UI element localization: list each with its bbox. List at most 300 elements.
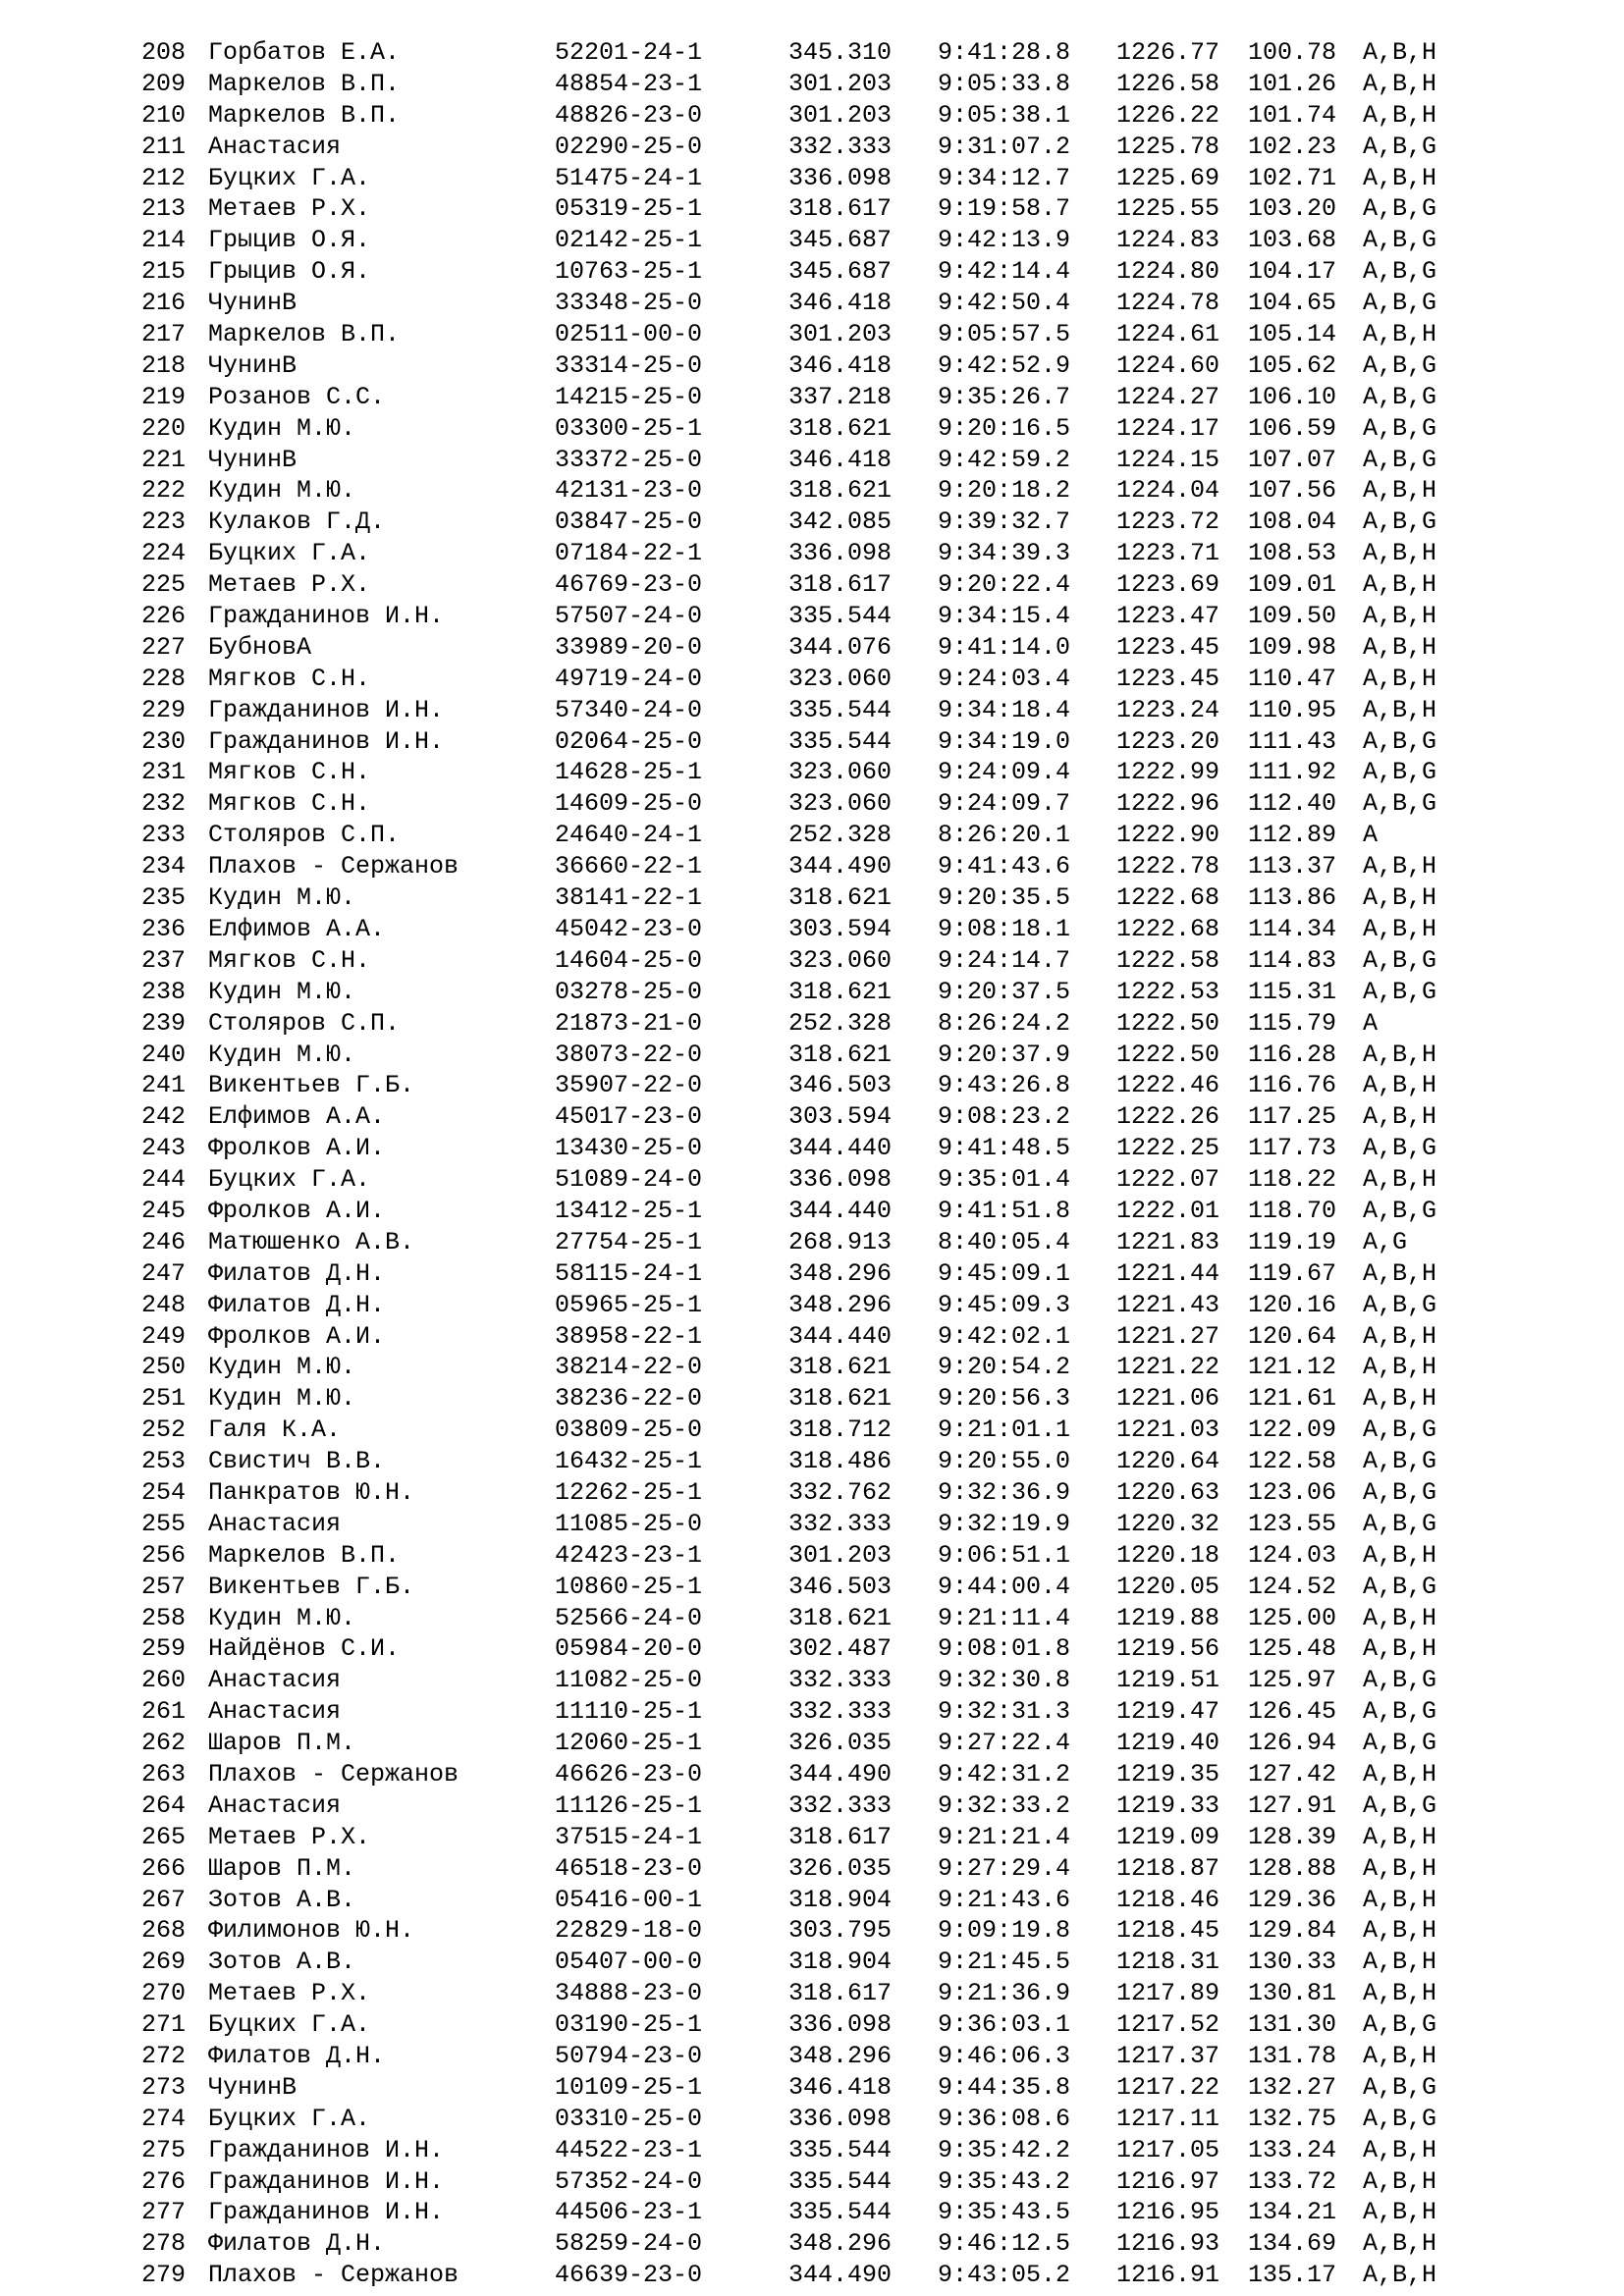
distance-cell: 318.617 [788,570,893,600]
coefficient-cell: 117.25 [1248,1102,1337,1132]
place-cell: 228 [141,664,187,693]
ring-number-cell: 07184-22-1 [555,539,703,568]
coefficient-cell: 116.76 [1248,1071,1337,1100]
place-cell: 209 [141,69,187,98]
place-cell: 254 [141,1477,187,1507]
flight-time-cell: 8:26:24.2 [938,1008,1071,1038]
fancier-name-cell: Гражданинов И.Н. [208,2135,445,2164]
ring-number-cell: 46518-23-0 [555,1853,703,1883]
ring-number-cell: 10109-25-1 [555,2072,703,2102]
fancier-name-cell: Метаев Р.Х. [208,1822,371,1851]
coefficient-cell: 106.59 [1248,413,1337,443]
table-row [141,1477,1536,1509]
flight-time-cell: 9:43:26.8 [938,1071,1071,1100]
distance-cell: 318.621 [788,476,893,506]
table-row [141,37,1536,69]
table-row [141,1853,1536,1885]
ring-number-cell: 36660-22-1 [555,852,703,881]
fancier-name-cell: Гражданинов И.Н. [208,2166,445,2196]
fancier-name-cell: Елфимов А.А. [208,1102,386,1132]
fancier-name-cell: Кудин М.Ю. [208,1353,356,1382]
flight-time-cell: 9:41:14.0 [938,632,1071,662]
speed-cell: 1222.96 [1116,789,1220,819]
speed-cell: 1222.07 [1116,1165,1220,1195]
fancier-name-cell: Гражданинов И.Н. [208,2198,445,2227]
coefficient-cell: 116.28 [1248,1040,1337,1069]
ring-number-cell: 44522-23-1 [555,2135,703,2164]
speed-cell: 1225.78 [1116,132,1220,161]
flight-time-cell: 9:21:21.4 [938,1822,1071,1851]
place-cell: 275 [141,2135,187,2164]
coefficient-cell: 119.67 [1248,1258,1337,1288]
coefficient-cell: 112.40 [1248,789,1337,819]
coefficient-cell: 122.09 [1248,1415,1337,1445]
distance-cell: 346.418 [788,289,893,318]
fancier-name-cell: Маркелов В.П. [208,320,401,349]
competition-class-cell: A,B,G [1363,2072,1437,2102]
distance-cell: 303.594 [788,1102,893,1132]
flight-time-cell: 9:45:09.1 [938,1258,1071,1288]
fancier-name-cell: Фролков А.И. [208,1134,386,1163]
fancier-name-cell: Зотов А.В. [208,1948,356,1977]
competition-class-cell: A,B,H [1363,1979,1437,2008]
competition-class-cell: A,B,H [1363,1634,1437,1664]
competition-class-cell: A,B,H [1363,664,1437,693]
distance-cell: 344.076 [788,632,893,662]
place-cell: 233 [141,821,187,850]
distance-cell: 318.621 [788,977,893,1006]
competition-class-cell: A,B,H [1363,695,1437,724]
table-row [141,914,1536,945]
place-cell: 211 [141,132,187,161]
flight-time-cell: 9:20:16.5 [938,413,1071,443]
coefficient-cell: 115.79 [1248,1008,1337,1038]
ring-number-cell: 46769-23-0 [555,570,703,600]
ring-number-cell: 33989-20-0 [555,632,703,662]
fancier-name-cell: Кудин М.Ю. [208,1603,356,1632]
distance-cell: 336.098 [788,2104,893,2133]
place-cell: 219 [141,382,187,411]
competition-class-cell: A,B,H [1363,1948,1437,1977]
ring-number-cell: 12060-25-1 [555,1729,703,1758]
table-row [141,1040,1536,1071]
ring-number-cell: 38236-22-0 [555,1384,703,1414]
competition-class-cell: A,B,H [1363,570,1437,600]
distance-cell: 332.333 [788,1790,893,1820]
competition-class-cell: A,B,G [1363,1666,1437,1695]
flight-time-cell: 9:20:22.4 [938,570,1071,600]
competition-class-cell: A,B,G [1363,1134,1437,1163]
ring-number-cell: 14609-25-0 [555,789,703,819]
distance-cell: 332.333 [788,1697,893,1727]
ring-number-cell: 34888-23-0 [555,1979,703,2008]
place-cell: 240 [141,1040,187,1069]
coefficient-cell: 120.16 [1248,1290,1337,1319]
coefficient-cell: 124.52 [1248,1572,1337,1601]
speed-cell: 1221.03 [1116,1415,1220,1445]
table-row [141,193,1536,225]
table-row [141,2135,1536,2166]
ring-number-cell: 38141-22-1 [555,883,703,913]
speed-cell: 1221.83 [1116,1227,1220,1256]
competition-class-cell: A,B,H [1363,914,1437,943]
ring-number-cell: 11110-25-1 [555,1697,703,1727]
table-row [141,1665,1536,1696]
ring-number-cell: 05319-25-1 [555,194,703,224]
coefficient-cell: 112.89 [1248,821,1337,850]
distance-cell: 344.490 [788,2261,893,2290]
fancier-name-cell: Филатов Д.Н. [208,1258,386,1288]
ring-number-cell: 22829-18-0 [555,1916,703,1946]
table-row [141,100,1536,132]
table-row [141,1633,1536,1665]
distance-cell: 318.621 [788,1353,893,1382]
table-row [141,2104,1536,2135]
flight-time-cell: 9:46:06.3 [938,2042,1071,2070]
place-cell: 224 [141,539,187,568]
place-cell: 267 [141,1885,187,1914]
speed-cell: 1222.68 [1116,914,1220,943]
speed-cell: 1223.45 [1116,632,1220,662]
competition-class-cell: A,B,G [1363,132,1437,161]
fancier-name-cell: Плахов - Сержанов [208,2261,460,2290]
table-row [141,1008,1536,1040]
competition-class-cell: A,B,G [1363,1572,1437,1601]
coefficient-cell: 126.45 [1248,1697,1337,1727]
coefficient-cell: 102.23 [1248,132,1337,161]
coefficient-cell: 103.20 [1248,194,1337,224]
distance-cell: 303.795 [788,1916,893,1946]
flight-time-cell: 9:20:37.9 [938,1040,1071,1069]
coefficient-cell: 119.19 [1248,1227,1337,1256]
distance-cell: 335.544 [788,602,893,631]
speed-cell: 1221.27 [1116,1321,1220,1351]
coefficient-cell: 118.70 [1248,1196,1337,1225]
fancier-name-cell: Грыцив О.Я. [208,257,371,287]
flight-time-cell: 9:41:43.6 [938,852,1071,881]
ring-number-cell: 05407-00-0 [555,1948,703,1977]
speed-cell: 1222.25 [1116,1134,1220,1163]
flight-time-cell: 9:32:31.3 [938,1697,1071,1727]
coefficient-cell: 128.88 [1248,1853,1337,1883]
table-row [141,2009,1536,2041]
competition-class-cell: A,B,G [1363,1290,1437,1319]
fancier-name-cell: Викентьев Г.Б. [208,1572,415,1601]
place-cell: 260 [141,1666,187,1695]
place-cell: 214 [141,226,187,255]
ring-number-cell: 57352-24-0 [555,2166,703,2196]
flight-time-cell: 9:36:08.6 [938,2104,1071,2133]
distance-cell: 318.486 [788,1447,893,1476]
place-cell: 265 [141,1822,187,1851]
table-row [141,1509,1536,1540]
coefficient-cell: 129.84 [1248,1916,1337,1946]
coefficient-cell: 111.92 [1248,758,1337,787]
coefficient-cell: 128.39 [1248,1822,1337,1851]
table-row [141,882,1536,914]
flight-time-cell: 9:42:31.2 [938,1759,1071,1789]
flight-time-cell: 9:20:37.5 [938,977,1071,1006]
competition-class-cell: A,B,G [1363,194,1437,224]
competition-class-cell: A,B,G [1363,1477,1437,1507]
speed-cell: 1216.97 [1116,2166,1220,2196]
fancier-name-cell: Маркелов В.П. [208,100,401,130]
coefficient-cell: 120.64 [1248,1321,1337,1351]
distance-cell: 336.098 [788,1165,893,1195]
fancier-name-cell: Грыцив О.Я. [208,226,371,255]
ring-number-cell: 33348-25-0 [555,289,703,318]
distance-cell: 335.544 [788,2198,893,2227]
ring-number-cell: 03278-25-0 [555,977,703,1006]
ring-number-cell: 02511-00-0 [555,320,703,349]
competition-class-cell: A,B,G [1363,945,1437,975]
speed-cell: 1226.77 [1116,38,1220,67]
distance-cell: 323.060 [788,758,893,787]
competition-class-cell: A,B,H [1363,1853,1437,1883]
place-cell: 210 [141,100,187,130]
results-table [141,37,1536,2291]
speed-cell: 1217.05 [1116,2135,1220,2164]
fancier-name-cell: Анастасия [208,132,342,161]
distance-cell: 323.060 [788,789,893,819]
distance-cell: 326.035 [788,1853,893,1883]
ring-number-cell: 33372-25-0 [555,445,703,474]
ring-number-cell: 58259-24-0 [555,2229,703,2259]
ring-number-cell: 11085-25-0 [555,1509,703,1538]
ring-number-cell: 13412-25-1 [555,1196,703,1225]
table-row [141,1947,1536,1978]
competition-class-cell: A,B,G [1363,789,1437,819]
competition-class-cell: A,B,H [1363,2229,1437,2259]
coefficient-cell: 134.69 [1248,2229,1337,2259]
distance-cell: 348.296 [788,2229,893,2259]
table-row [141,2197,1536,2228]
coefficient-cell: 104.65 [1248,289,1337,318]
distance-cell: 318.621 [788,1040,893,1069]
flight-time-cell: 9:34:19.0 [938,726,1071,756]
table-row [141,1572,1536,1603]
flight-time-cell: 9:35:43.2 [938,2166,1071,2196]
place-cell: 248 [141,1290,187,1319]
ring-number-cell: 14604-25-0 [555,945,703,975]
table-row [141,695,1536,726]
fancier-name-cell: Метаев Р.Х. [208,1979,371,2008]
ring-number-cell: 33314-25-0 [555,350,703,380]
speed-cell: 1224.83 [1116,226,1220,255]
distance-cell: 345.687 [788,257,893,287]
distance-cell: 335.544 [788,695,893,724]
speed-cell: 1221.06 [1116,1384,1220,1414]
flight-time-cell: 9:34:39.3 [938,539,1071,568]
table-row [141,1885,1536,1916]
distance-cell: 318.617 [788,194,893,224]
fancier-name-cell: Кудин М.Ю. [208,977,356,1006]
table-row [141,1978,1536,2009]
place-cell: 272 [141,2042,187,2070]
ring-number-cell: 10860-25-1 [555,1572,703,1601]
coefficient-cell: 122.58 [1248,1447,1337,1476]
ring-number-cell: 14215-25-0 [555,382,703,411]
competition-class-cell: A,B,H [1363,1759,1437,1789]
speed-cell: 1219.88 [1116,1603,1220,1632]
speed-cell: 1219.56 [1116,1634,1220,1664]
competition-class-cell: A,B,G [1363,977,1437,1006]
distance-cell: 301.203 [788,1540,893,1570]
fancier-name-cell: Буцких Г.А. [208,163,371,192]
flight-time-cell: 9:34:18.4 [938,695,1071,724]
coefficient-cell: 101.74 [1248,100,1337,130]
coefficient-cell: 105.62 [1248,350,1337,380]
flight-time-cell: 9:21:36.9 [938,1979,1071,2008]
place-cell: 218 [141,350,187,380]
speed-cell: 1220.63 [1116,1477,1220,1507]
competition-class-cell: A,B,G [1363,2010,1437,2040]
fancier-name-cell: Кудин М.Ю. [208,1040,356,1069]
place-cell: 234 [141,852,187,881]
place-cell: 249 [141,1321,187,1351]
distance-cell: 346.418 [788,445,893,474]
table-row [141,288,1536,319]
table-row [141,664,1536,695]
distance-cell: 268.913 [788,1227,893,1256]
fancier-name-cell: Зотов А.В. [208,1885,356,1914]
distance-cell: 252.328 [788,821,893,850]
ring-number-cell: 50794-23-0 [555,2042,703,2070]
fancier-name-cell: Метаев Р.Х. [208,570,371,600]
place-cell: 255 [141,1509,187,1538]
ring-number-cell: 14628-25-1 [555,758,703,787]
speed-cell: 1218.45 [1116,1916,1220,1946]
ring-number-cell: 38958-22-1 [555,1321,703,1351]
flight-time-cell: 9:24:09.7 [938,789,1071,819]
place-cell: 261 [141,1697,187,1727]
competition-class-cell: A,B,H [1363,1885,1437,1914]
ring-number-cell: 49719-24-0 [555,664,703,693]
competition-class-cell: A,B,H [1363,2166,1437,2196]
speed-cell: 1222.46 [1116,1071,1220,1100]
ring-number-cell: 45017-23-0 [555,1102,703,1132]
place-cell: 273 [141,2072,187,2102]
table-row [141,1540,1536,1572]
place-cell: 252 [141,1415,187,1445]
flight-time-cell: 9:34:15.4 [938,602,1071,631]
speed-cell: 1219.51 [1116,1666,1220,1695]
flight-time-cell: 8:26:20.1 [938,821,1071,850]
ring-number-cell: 11082-25-0 [555,1666,703,1695]
table-row [141,2041,1536,2072]
place-cell: 263 [141,1759,187,1789]
speed-cell: 1220.64 [1116,1447,1220,1476]
speed-cell: 1225.69 [1116,163,1220,192]
ring-number-cell: 05965-25-1 [555,1290,703,1319]
place-cell: 262 [141,1729,187,1758]
table-row [141,820,1536,851]
table-row [141,757,1536,788]
ring-number-cell: 24640-24-1 [555,821,703,850]
competition-class-cell: A,B,H [1363,100,1437,130]
distance-cell: 348.296 [788,1290,893,1319]
speed-cell: 1226.58 [1116,69,1220,98]
fancier-name-cell: Маркелов В.П. [208,1540,401,1570]
speed-cell: 1224.78 [1116,289,1220,318]
fancier-name-cell: Плахов - Сержанов [208,852,460,881]
fancier-name-cell: ЧунинВ [208,2072,298,2102]
speed-cell: 1220.32 [1116,1509,1220,1538]
coefficient-cell: 124.03 [1248,1540,1337,1570]
coefficient-cell: 114.83 [1248,945,1337,975]
fancier-name-cell: Анастасия [208,1509,342,1538]
speed-cell: 1225.55 [1116,194,1220,224]
flight-time-cell: 9:20:35.5 [938,883,1071,913]
distance-cell: 336.098 [788,2010,893,2040]
distance-cell: 348.296 [788,2042,893,2070]
place-cell: 245 [141,1196,187,1225]
ring-number-cell: 16432-25-1 [555,1447,703,1476]
speed-cell: 1219.33 [1116,1790,1220,1820]
flight-time-cell: 9:08:01.8 [938,1634,1071,1664]
table-row [141,2260,1536,2291]
coefficient-cell: 121.12 [1248,1353,1337,1382]
fancier-name-cell: Кудин М.Ю. [208,883,356,913]
flight-time-cell: 9:41:28.8 [938,38,1071,67]
table-row [141,1164,1536,1196]
flight-time-cell: 9:08:18.1 [938,914,1071,943]
fancier-name-cell: Метаев Р.Х. [208,194,371,224]
competition-class-cell: A,B,H [1363,38,1437,67]
fancier-name-cell: Розанов С.С. [208,382,386,411]
speed-cell: 1222.26 [1116,1102,1220,1132]
ring-number-cell: 02064-25-0 [555,726,703,756]
competition-class-cell: A,B,G [1363,382,1437,411]
distance-cell: 332.333 [788,1509,893,1538]
speed-cell: 1216.91 [1116,2261,1220,2290]
ring-number-cell: 51089-24-0 [555,1165,703,1195]
coefficient-cell: 125.00 [1248,1603,1337,1632]
distance-cell: 318.904 [788,1948,893,1977]
speed-cell: 1222.50 [1116,1008,1220,1038]
table-row [141,69,1536,100]
distance-cell: 323.060 [788,945,893,975]
distance-cell: 318.712 [788,1415,893,1445]
coefficient-cell: 108.53 [1248,539,1337,568]
distance-cell: 346.418 [788,2072,893,2102]
place-cell: 213 [141,194,187,224]
ring-number-cell: 51475-24-1 [555,163,703,192]
competition-class-cell: A,B,H [1363,1102,1437,1132]
table-row [141,319,1536,350]
speed-cell: 1222.99 [1116,758,1220,787]
competition-class-cell: A [1363,1008,1379,1038]
coefficient-cell: 108.04 [1248,507,1337,537]
fancier-name-cell: Свистич В.В. [208,1447,386,1476]
competition-class-cell: A,B,H [1363,2261,1437,2290]
competition-class-cell: A,B,H [1363,1071,1437,1100]
fancier-name-cell: Панкратов Ю.Н. [208,1477,415,1507]
fancier-name-cell: Елфимов А.А. [208,914,386,943]
ring-number-cell: 05416-00-1 [555,1885,703,1914]
place-cell: 215 [141,257,187,287]
flight-time-cell: 9:46:12.5 [938,2229,1071,2259]
speed-cell: 1224.60 [1116,350,1220,380]
table-row [141,1696,1536,1728]
ring-number-cell: 38214-22-0 [555,1353,703,1382]
fancier-name-cell: Гражданинов И.Н. [208,602,445,631]
flight-time-cell: 9:45:09.3 [938,1290,1071,1319]
place-cell: 274 [141,2104,187,2133]
ring-number-cell: 11126-25-1 [555,1790,703,1820]
ring-number-cell: 48854-23-1 [555,69,703,98]
competition-class-cell: A,G [1363,1227,1408,1256]
